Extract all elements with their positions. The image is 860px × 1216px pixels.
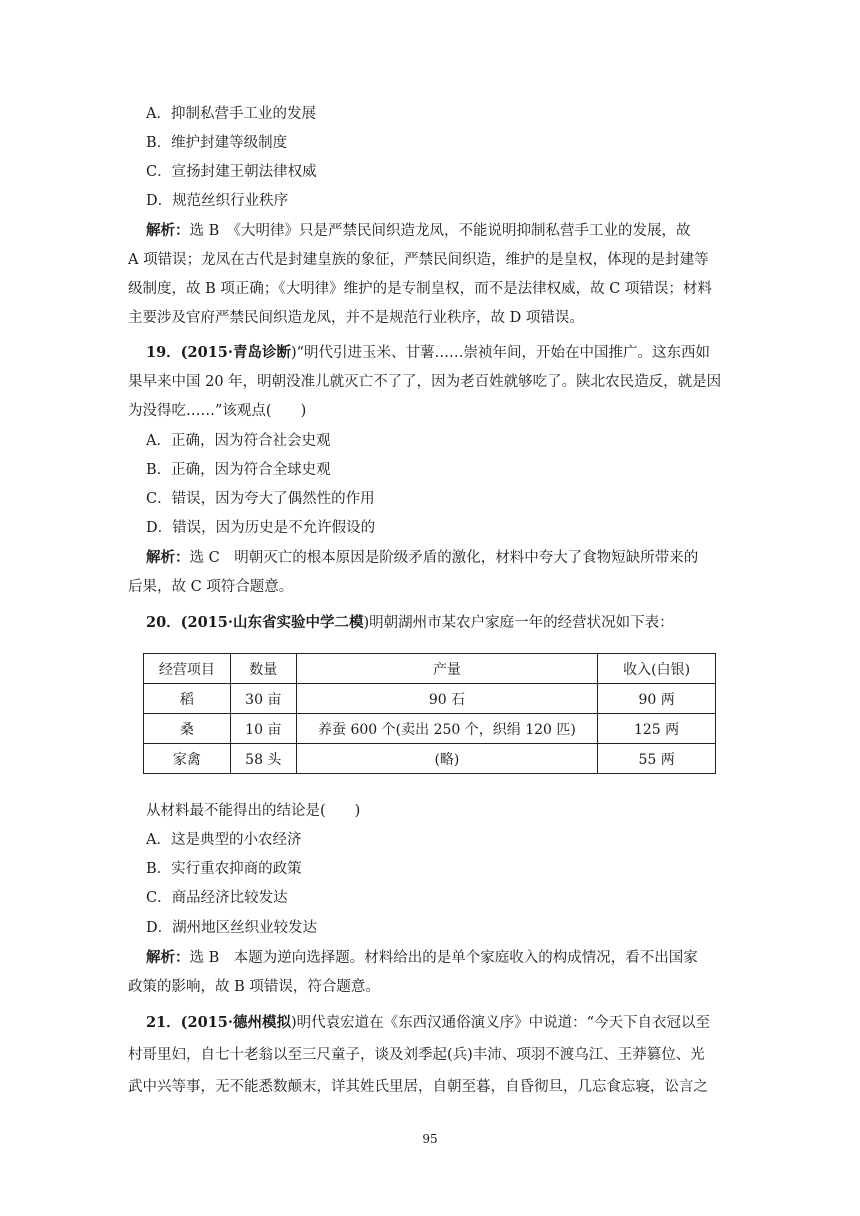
q18-option-d: D．规范丝织行业秩序 xyxy=(146,193,289,209)
q18-option-c: C．宣扬封建王朝法律权威 xyxy=(146,164,317,180)
page-number: 95 xyxy=(422,1132,438,1146)
q19-option-a: A．正确，因为符合社会史观 xyxy=(146,433,331,449)
q18-option-a: A．抑制私营手工业的发展 xyxy=(146,106,316,122)
q21-number: 21．(2015· xyxy=(146,1014,233,1031)
q19-stem-line-3: 为没得吃……”该观点( ) xyxy=(128,403,307,419)
analysis-label: 解析： xyxy=(146,949,190,966)
q21-source: 德州模拟 xyxy=(232,1015,291,1031)
table-cell: 90 石 xyxy=(296,684,597,714)
q20-source: 山东省实验中学二模 xyxy=(232,615,364,631)
analysis-label: 解析： xyxy=(146,549,190,566)
q19-option-b: B．正确，因为符合全球史观 xyxy=(146,462,331,478)
analysis-text: 选 B 《大明律》只是严禁民间织造龙凤，不能说明抑制私营手工业的发展，故 xyxy=(189,223,691,239)
q20-option-a: A．这是典型的小农经济 xyxy=(146,832,302,848)
q20-analysis-line-1 xyxy=(146,948,754,968)
q18-analysis-line-1 xyxy=(146,221,754,241)
q20-option-c: C．商品经济比较发达 xyxy=(146,890,288,906)
q20-analysis-line-2: 政策的影响，故 B 项错误，符合题意。 xyxy=(128,979,380,995)
q18-analysis-line-3: 级制度，故 B 项正确；《大明律》维护的是专制皇权，而不是法律权威，故 C 项错误；材料 xyxy=(128,281,712,297)
analysis-text: 选 C 明朝灭亡的根本原因是阶级矛盾的激化，材料中夸大了食物短缺所带来的 xyxy=(189,550,699,566)
q18-option-b: B．维护封建等级制度 xyxy=(146,135,288,151)
table-header: 收入(白银) xyxy=(598,654,716,684)
table-row xyxy=(144,684,716,714)
table-cell: 58 头 xyxy=(230,744,296,774)
q19-option-c: C．错误，因为夸大了偶然性的作用 xyxy=(146,491,375,507)
q20-stem xyxy=(146,613,754,633)
q19-number: 19．(2015· xyxy=(146,344,233,361)
q18-analysis-line-4: 主要涉及官府严禁民间织造龙凤，并不是规范行业秩序，故 D 项错误。 xyxy=(128,310,584,326)
table-cell: 稻 xyxy=(144,684,231,714)
q20-number: 20．(2015· xyxy=(146,614,233,631)
q19-stem-line-1 xyxy=(146,343,754,363)
table-row xyxy=(144,714,716,744)
q21-stem-line-2: 村哥里妇，自七十老翁以至三尺童子，谈及刘季起(兵)丰沛、项羽不渡乌江、王莽篡位、光 xyxy=(128,1047,705,1063)
q20-question: 从材料最不能得出的结论是( ) xyxy=(146,803,361,819)
table-cell: 家禽 xyxy=(144,744,231,774)
q19-stem-text: )“明代引进玉米、甘薯……崇祯年间，开始在中国推广。这东西如 xyxy=(290,345,711,361)
q19-analysis-line-2: 后果，故 C 项符合题意。 xyxy=(128,579,294,595)
q19-stem-line-2: 果早来中国 20 年，明朝没准儿就灭亡不了了，因为老百姓就够吃了。陕北农民造反，就是因 xyxy=(128,374,722,390)
table-cell: 10 亩 xyxy=(230,714,296,744)
analysis-text: 选 B 本题为逆向选择题。材料给出的是单个家庭收入的构成情况，看不出国家 xyxy=(189,950,698,966)
q19-option-d: D．错误，因为历史是不允许假设的 xyxy=(146,520,376,536)
q19-analysis-line-1 xyxy=(146,548,754,568)
table-cell: 55 两 xyxy=(598,744,716,774)
q21-stem-line-1 xyxy=(146,1013,754,1033)
table-cell: (略) xyxy=(296,744,597,774)
q21-stem-text: )明代袁宏道在《东西汉通俗演义序》中说道：“今天下自衣冠以至 xyxy=(290,1015,711,1031)
table-cell: 养蚕 600 个(卖出 250 个，织绢 120 匹) xyxy=(296,714,597,744)
q18-analysis-line-2: A 项错误；龙凤在古代是封建皇族的象征，严禁民间织造，维护的是皇权，体现的是封建等 xyxy=(128,252,709,268)
table-cell: 125 两 xyxy=(598,714,716,744)
q21-stem-line-3: 武中兴等事，无不能悉数颠末，详其姓氏里居，自朝至暮，自昏彻旦，几忘食忘寝，讼言之 xyxy=(128,1079,708,1095)
table-cell: 90 两 xyxy=(598,684,716,714)
table-cell: 桑 xyxy=(144,714,231,744)
q20-option-b: B．实行重农抑商的政策 xyxy=(146,861,302,877)
table-row xyxy=(144,744,716,774)
q19-source: 青岛诊断 xyxy=(232,345,291,361)
farm-income-table xyxy=(143,653,716,774)
table-header: 产量 xyxy=(296,654,597,684)
table-header: 数量 xyxy=(230,654,296,684)
table-header-row xyxy=(144,654,716,684)
q20-option-d: D．湖州地区丝织业较发达 xyxy=(146,920,318,936)
table-header: 经营项目 xyxy=(144,654,231,684)
table-cell: 30 亩 xyxy=(230,684,296,714)
q20-stem-text: )明朝湖州市某农户家庭一年的经营状况如下表： xyxy=(363,615,674,631)
analysis-label: 解析： xyxy=(146,222,190,239)
